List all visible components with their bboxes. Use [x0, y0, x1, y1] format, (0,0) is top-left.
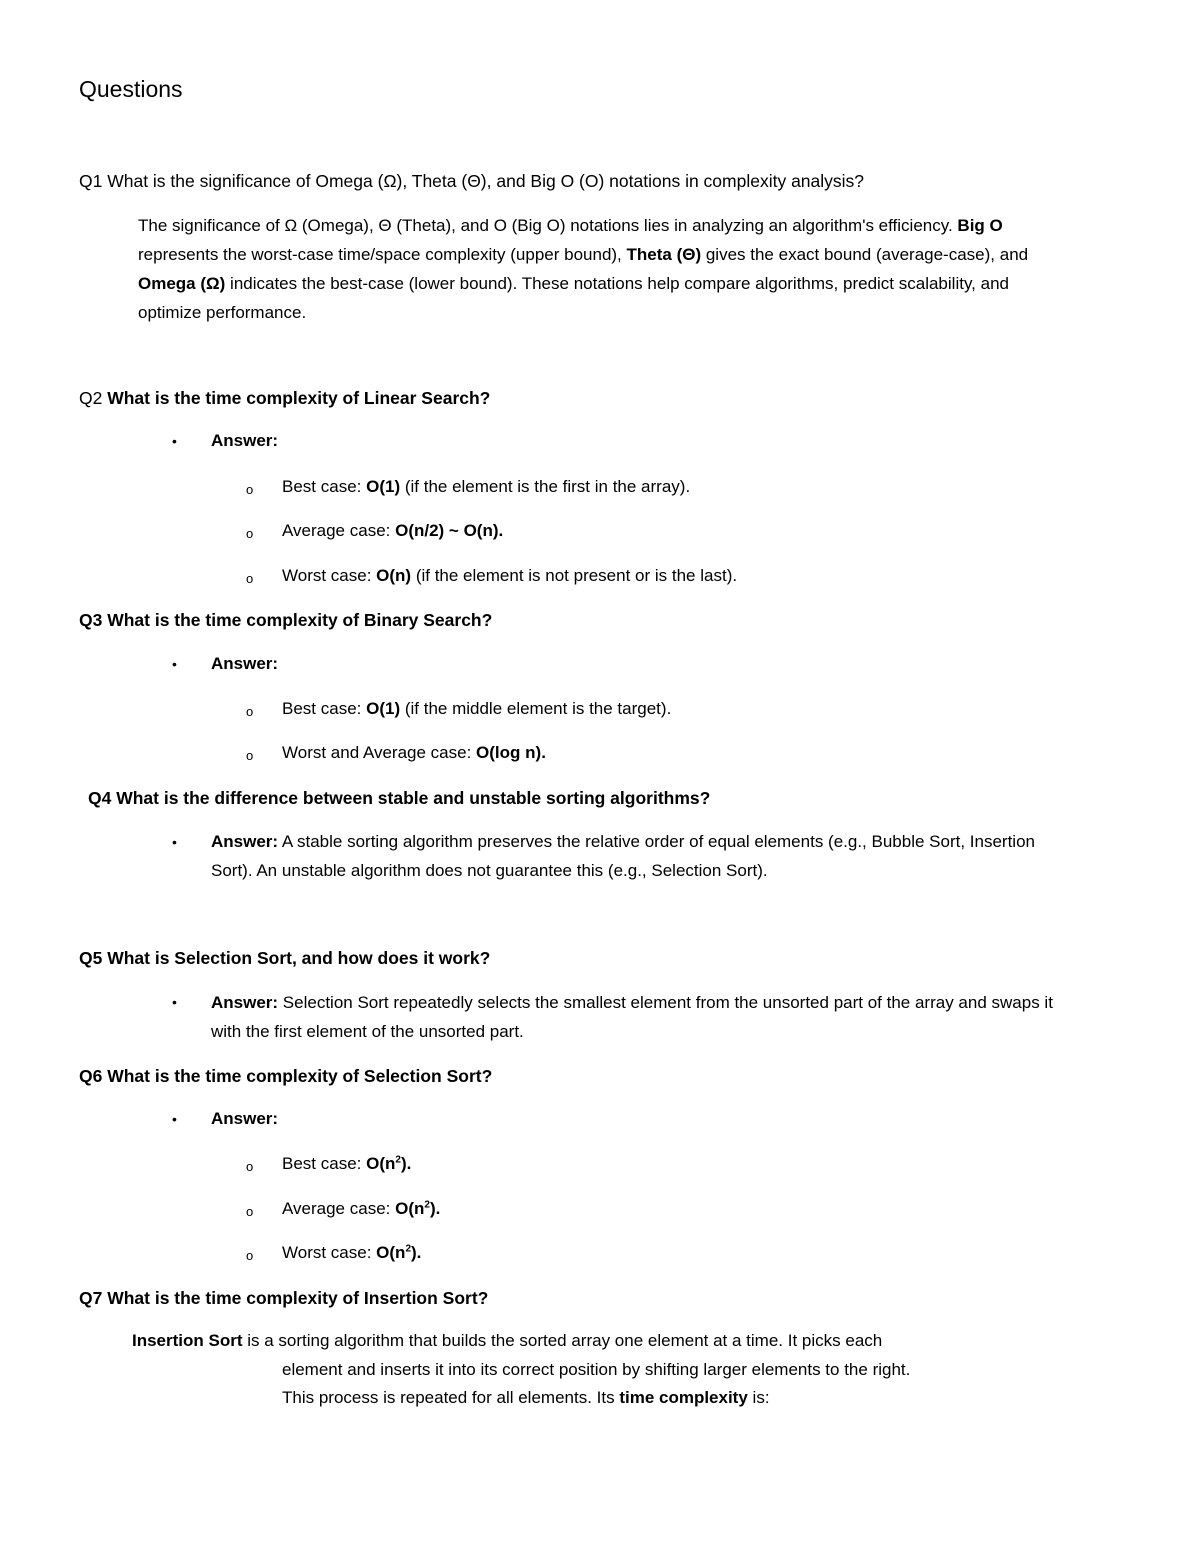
- bullet-icon: •: [172, 433, 177, 449]
- q3-best-note: (if the middle element is the target).: [400, 699, 672, 718]
- sub-bullet-icon: o: [246, 1248, 254, 1263]
- q6-best-label: Best case:: [282, 1154, 367, 1173]
- q6-question: Q6 What is the time complexity of Selection Sort?: [79, 1066, 493, 1086]
- q4-answer: [211, 827, 1071, 885]
- q5-answer: [211, 988, 1071, 1046]
- q3-best-value: O(1): [366, 699, 401, 718]
- q5-answer-label: Answer:: [211, 993, 279, 1012]
- q5-answer-text: Selection Sort repeatedly selects the smallest element from the unsorted part of the array and swaps it with the first element of the unsorted part.: [211, 993, 1053, 1041]
- q6-best-value-base: O(n: [366, 1154, 396, 1173]
- sub-bullet-icon: o: [246, 748, 254, 763]
- sub-bullet-icon: o: [246, 571, 254, 586]
- q2-question: [79, 388, 490, 409]
- q2-avg-value: O(n/2) ~ O(n).: [395, 521, 504, 540]
- q2-best-note: (if the element is the first in the array).: [400, 477, 691, 496]
- page-title: Questions: [79, 76, 183, 102]
- q1-question: Q1 What is the significance of Omega (Ω), Theta (Θ), and Big O (O) notations in complexity analysis?: [79, 171, 865, 191]
- sub-bullet-icon: o: [246, 1159, 254, 1174]
- q6-worst-value: [376, 1243, 421, 1262]
- q2-number: Q2: [79, 388, 108, 408]
- q6-best-value-exp: 2: [395, 1154, 401, 1166]
- q6-avg-value-base: O(n: [395, 1199, 425, 1218]
- q6-worst-label: Worst case:: [282, 1243, 377, 1262]
- q6-best-value-end: ).: [400, 1154, 412, 1173]
- q1-term-theta: Theta (Θ): [626, 245, 702, 264]
- bullet-icon: •: [172, 834, 177, 850]
- q2-best-case: [282, 477, 690, 497]
- q7-term: Insertion Sort: [132, 1331, 243, 1350]
- q7-question: Q7 What is the time complexity of Insertion Sort?: [79, 1288, 489, 1308]
- q1-answer-text-2: represents the worst-case time/space complexity (upper bound),: [138, 245, 627, 264]
- q7-answer-line-1: [132, 1331, 882, 1351]
- sub-bullet-icon: o: [246, 526, 254, 541]
- q1-answer: [138, 211, 1068, 327]
- q2-average-case: [282, 521, 503, 541]
- q4-question: Q4 What is the difference between stable and unstable sorting algorithms?: [88, 788, 711, 808]
- bullet-icon: •: [172, 656, 177, 672]
- q3-answer-label: Answer:: [211, 654, 279, 673]
- bullet-icon: •: [172, 1111, 177, 1127]
- q6-avg-label: Average case:: [282, 1199, 396, 1218]
- q2-worst-label: Worst case:: [282, 566, 377, 585]
- q7-line3-text-a: This process is repeated for all elements. Its: [282, 1388, 620, 1407]
- q1-answer-text-4: indicates the best-case (lower bound). These notations help compare algorithms, predict scalability, and optimize performance.: [138, 274, 1009, 322]
- q7-line3-text-c: is:: [747, 1388, 770, 1407]
- q6-worst-value-exp: 2: [405, 1243, 411, 1255]
- q7-line3-term: time complexity: [619, 1388, 748, 1407]
- q6-best-case: [282, 1154, 411, 1174]
- q3-best-case: [282, 699, 671, 719]
- q7-answer-line-3: [282, 1388, 770, 1408]
- q1-term-bigo: Big O: [957, 216, 1003, 235]
- q6-worst-case: [282, 1243, 421, 1263]
- q6-avg-value: [395, 1199, 440, 1218]
- q1-answer-text-3: gives the exact bound (average-case), and: [701, 245, 1029, 264]
- q2-answer-label: Answer:: [211, 431, 279, 450]
- q7-line1-text: is a sorting algorithm that builds the sorted array one element at a time. It picks each: [242, 1331, 883, 1350]
- q3-wa-value: O(log n).: [476, 743, 546, 762]
- q3-worst-average-case: [282, 743, 546, 763]
- q2-worst-case: [282, 566, 737, 586]
- q3-best-label: Best case:: [282, 699, 367, 718]
- q6-avg-value-exp: 2: [424, 1199, 430, 1211]
- q6-answer-label: Answer:: [211, 1109, 279, 1128]
- q6-worst-value-base: O(n: [376, 1243, 406, 1262]
- q4-answer-text: A stable sorting algorithm preserves the relative order of equal elements (e.g., Bubble Sort, Insertion Sort). An unstable algorithm does not guarantee this (e.g., Selection Sort).: [211, 832, 1035, 880]
- q3-wa-label: Worst and Average case:: [282, 743, 477, 762]
- q6-best-value: [366, 1154, 411, 1173]
- q7-answer-line-2: element and inserts it into its correct position by shifting larger elements to the right.: [282, 1360, 911, 1379]
- q2-avg-label: Average case:: [282, 521, 396, 540]
- q5-question: Q5 What is Selection Sort, and how does it work?: [79, 948, 491, 968]
- sub-bullet-icon: o: [246, 482, 254, 497]
- q2-best-value: O(1): [366, 477, 401, 496]
- q1-answer-text-1: The significance of Ω (Omega), Θ (Theta), and O (Big O) notations lies in analyzing an algorithm's efficiency.: [138, 216, 958, 235]
- q2-worst-note: (if the element is not present or is the last).: [411, 566, 738, 585]
- sub-bullet-icon: o: [246, 1204, 254, 1219]
- q2-best-label: Best case:: [282, 477, 367, 496]
- bullet-icon: •: [172, 994, 177, 1010]
- q2-question-text: What is the time complexity of Linear Search?: [107, 388, 491, 408]
- sub-bullet-icon: o: [246, 704, 254, 719]
- q6-average-case: [282, 1199, 440, 1219]
- q3-question: Q3 What is the time complexity of Binary Search?: [79, 610, 493, 630]
- q1-term-omega: Omega (Ω): [138, 274, 226, 293]
- q2-worst-value: O(n): [376, 566, 412, 585]
- q6-avg-value-end: ).: [429, 1199, 441, 1218]
- q6-worst-value-end: ).: [411, 1243, 422, 1262]
- q4-answer-label: Answer:: [211, 832, 279, 851]
